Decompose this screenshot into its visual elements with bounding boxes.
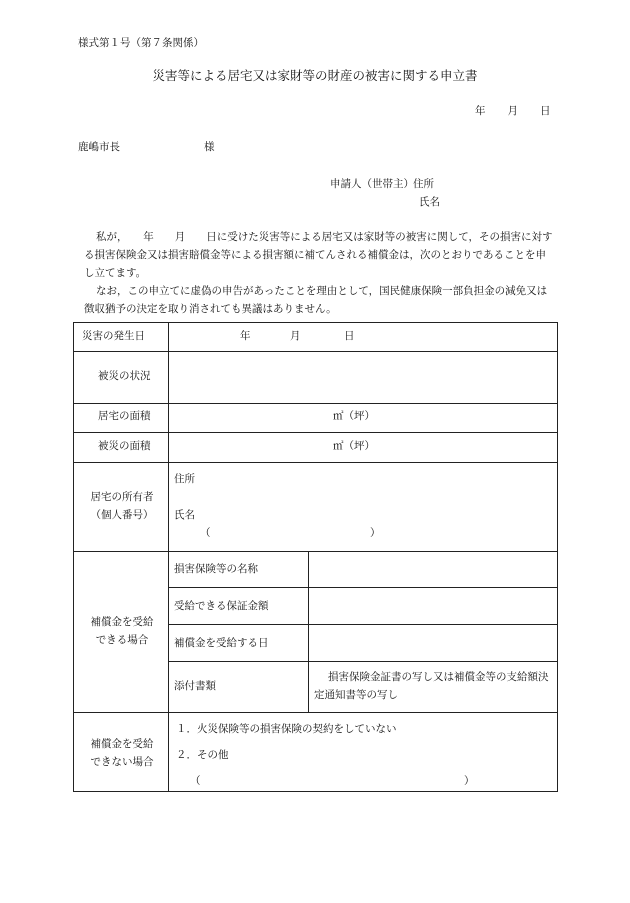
not-receivable-option-2: ２．その他: [176, 749, 229, 761]
other-paren-open: （: [190, 775, 201, 787]
owner-address-label: 住所: [174, 473, 195, 485]
compensation-subrow-divider: [168, 587, 557, 588]
disaster-date-year: 年: [240, 330, 251, 342]
disaster-date-label: 災害の発生日: [82, 330, 145, 342]
receipt-date-label: 補償金を受給する日: [174, 637, 269, 649]
declaration-paragraph-1: 私が， 年 月 日に受けた災害等による居宅又は家財等の被害に関して，その損害に対する損害保険金又は損害賠償金等による損害額に補てんされる補償金は，次のとおりであることを申し立てます。: [84, 231, 553, 279]
row-divider: [74, 403, 557, 404]
row-divider: [74, 432, 557, 433]
house-area-label: 居宅の面積: [98, 410, 151, 422]
applicant-label: 申請人（世帯主）: [330, 178, 414, 190]
submission-date: [475, 105, 551, 118]
receivable-label-line1: 補償金を受給: [90, 616, 154, 628]
damage-status-label: 被災の状況: [98, 370, 151, 382]
damaged-area-label: 被災の面積: [98, 440, 151, 452]
receivable-label-line2: できる場合: [95, 634, 149, 646]
compensation-value-divider: [308, 551, 309, 712]
not-receivable-label-line1: 補償金を受給: [90, 738, 154, 750]
house-area-unit: ㎡（坪）: [333, 410, 375, 422]
owner-label: [80, 488, 164, 524]
compensation-subrow-divider: [168, 624, 557, 625]
owner-label-line1: 居宅の所有者: [90, 491, 154, 503]
owner-id-paren-close: ）: [370, 527, 381, 539]
attachments-value: 損害保険金証書の写し又は補償金等の支給額決定通知書等の写し: [314, 671, 549, 701]
compensation-subrow-divider: [168, 661, 557, 662]
guaranteed-amount-label: 受給できる保証金額: [174, 600, 269, 612]
row-divider: [74, 551, 557, 552]
applicant-name-label: 氏名: [419, 196, 440, 208]
row-divider: [74, 712, 557, 713]
owner-id-paren-open: （: [200, 527, 211, 539]
document-title: 災害等による居宅又は家財等の財産の被害に関する申立書: [152, 68, 478, 83]
insurance-name-label: 損害保険等の名称: [174, 563, 258, 575]
attachments-label: 添付書類: [174, 680, 216, 692]
form-number: 様式第１号（第７条関係）: [78, 37, 204, 49]
disaster-date-month: 月: [290, 330, 301, 342]
not-receivable-label-line2: できない場合: [90, 756, 154, 768]
declaration-paragraph-2: なお，この申立てに虚偽の申告があったことを理由として，国民健康保険一部負担金の減免又は徴収猶予の決定を取り消されても異議はありません。: [84, 285, 548, 315]
other-paren-close: ）: [464, 775, 475, 787]
date-year: 年: [475, 105, 486, 117]
owner-name-label: 氏名: [174, 509, 195, 521]
not-receivable-label: [80, 735, 164, 771]
row-divider: [74, 462, 557, 463]
addressee: [78, 141, 215, 154]
addressee-name: 鹿嶋市長: [78, 141, 120, 153]
date-day: 日: [540, 105, 551, 117]
not-receivable-option-1: １．火災保険等の損害保険の契約をしていない: [176, 723, 397, 735]
row-divider: [74, 351, 557, 352]
receivable-label: [80, 613, 164, 649]
declaration-body: [84, 228, 554, 318]
date-month: 月: [507, 105, 518, 117]
application-form-table: [73, 322, 558, 792]
owner-label-line2: （個人番号）: [90, 509, 154, 521]
disaster-date-day: 日: [344, 330, 355, 342]
damaged-area-unit: ㎡（坪）: [333, 440, 375, 452]
addressee-honorific: 様: [204, 141, 215, 153]
label-column-divider: [168, 323, 169, 791]
applicant-address-label: 住所: [413, 178, 434, 190]
